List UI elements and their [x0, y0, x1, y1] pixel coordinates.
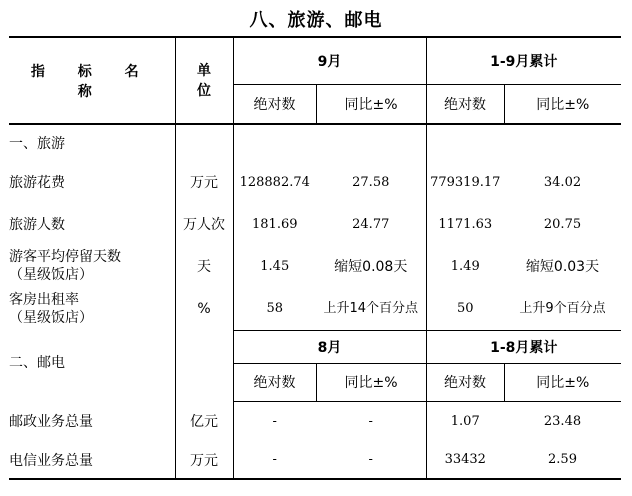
- row-name: 电信业务总量: [9, 441, 175, 479]
- table-row: [9, 288, 621, 330]
- month-yoy-value: -: [368, 413, 373, 429]
- table-row: [9, 204, 621, 244]
- header-month-yoy-post: 同比±%: [316, 363, 426, 401]
- table-row: [9, 441, 621, 479]
- row-name-line2: （星级饭店）: [9, 310, 93, 326]
- month-absolute-value: -: [233, 401, 316, 441]
- cum-yoy-value: 上升9个百分点: [519, 301, 606, 317]
- header-period-month: 9月: [233, 37, 426, 84]
- row-unit: 亿元: [175, 401, 233, 441]
- header-period-month-post: 8月: [233, 330, 426, 363]
- header-cum-absolute-post: 绝对数: [426, 363, 504, 401]
- table-row: [9, 124, 621, 160]
- row-name-line1: 客房出租率: [9, 292, 79, 308]
- page-title: 八、旅游、邮电: [249, 10, 383, 31]
- row-unit: 万人次: [175, 204, 233, 244]
- month-yoy-value: 27.58: [352, 174, 390, 190]
- cum-absolute-value: 1.49: [426, 244, 504, 288]
- section-label-tourism: 一、旅游: [9, 135, 65, 152]
- month-yoy-value: 缩短0.08天: [334, 259, 408, 275]
- header-row-1: [9, 37, 621, 84]
- header-month-absolute: 绝对数: [233, 84, 316, 124]
- cum-absolute-value: 1171.63: [426, 204, 504, 244]
- row-name-line1: 游客平均停留天数: [9, 249, 121, 265]
- header-cum-yoy-post: 同比±%: [504, 363, 621, 401]
- header-cum-yoy: 同比±%: [504, 84, 621, 124]
- table-row: [9, 401, 621, 441]
- header-indicator-name: 指 标 名 称: [9, 37, 175, 124]
- header-unit: 单 位: [175, 37, 233, 124]
- month-yoy-value: 上升14个百分点: [323, 301, 419, 317]
- month-yoy-value: -: [316, 441, 426, 479]
- header-month-absolute-post: 绝对数: [233, 363, 316, 401]
- cum-absolute-value: 50: [426, 288, 504, 330]
- month-absolute-value: -: [233, 441, 316, 479]
- cum-yoy-value: 23.48: [543, 413, 582, 429]
- month-absolute-value: 1.45: [233, 244, 316, 288]
- header-period-cumulative-post: 1-8月累计: [426, 330, 621, 363]
- cum-absolute-value: 1.07: [426, 401, 504, 441]
- row-name-line2: （星级饭店）: [9, 267, 93, 283]
- row-unit: 万元: [175, 160, 233, 204]
- cum-absolute-value: 33432: [426, 441, 504, 479]
- month-yoy-value: 24.77: [352, 216, 390, 232]
- row-name: [9, 244, 175, 288]
- row-unit: 万元: [175, 441, 233, 479]
- row-name: 旅游人数: [9, 217, 65, 233]
- row-unit: %: [175, 288, 233, 330]
- statistics-table: [9, 36, 621, 480]
- row-unit: 天: [175, 244, 233, 288]
- header-cum-absolute: 绝对数: [426, 84, 504, 124]
- row-name: [9, 288, 175, 330]
- cum-yoy-value: 20.75: [543, 216, 582, 232]
- table-row: [9, 160, 621, 204]
- cum-yoy-value: 34.02: [543, 174, 582, 190]
- header-period-cumulative: 1-9月累计: [426, 37, 621, 84]
- post-header-row-1: [9, 330, 621, 363]
- row-name: 旅游花费: [9, 175, 65, 191]
- month-absolute-value: 58: [233, 288, 316, 330]
- cum-yoy-value: 2.59: [504, 441, 621, 479]
- header-month-yoy: 同比±%: [316, 84, 426, 124]
- month-absolute-value: 181.69: [233, 204, 316, 244]
- month-absolute-value: 128882.74: [233, 160, 316, 204]
- cum-yoy-value: 缩短0.03天: [525, 259, 600, 275]
- table-row: [9, 244, 621, 288]
- section-label-post: 二、邮电: [9, 355, 65, 371]
- cum-absolute-value: 779319.17: [426, 160, 504, 204]
- row-name: 邮政业务总量: [9, 414, 93, 430]
